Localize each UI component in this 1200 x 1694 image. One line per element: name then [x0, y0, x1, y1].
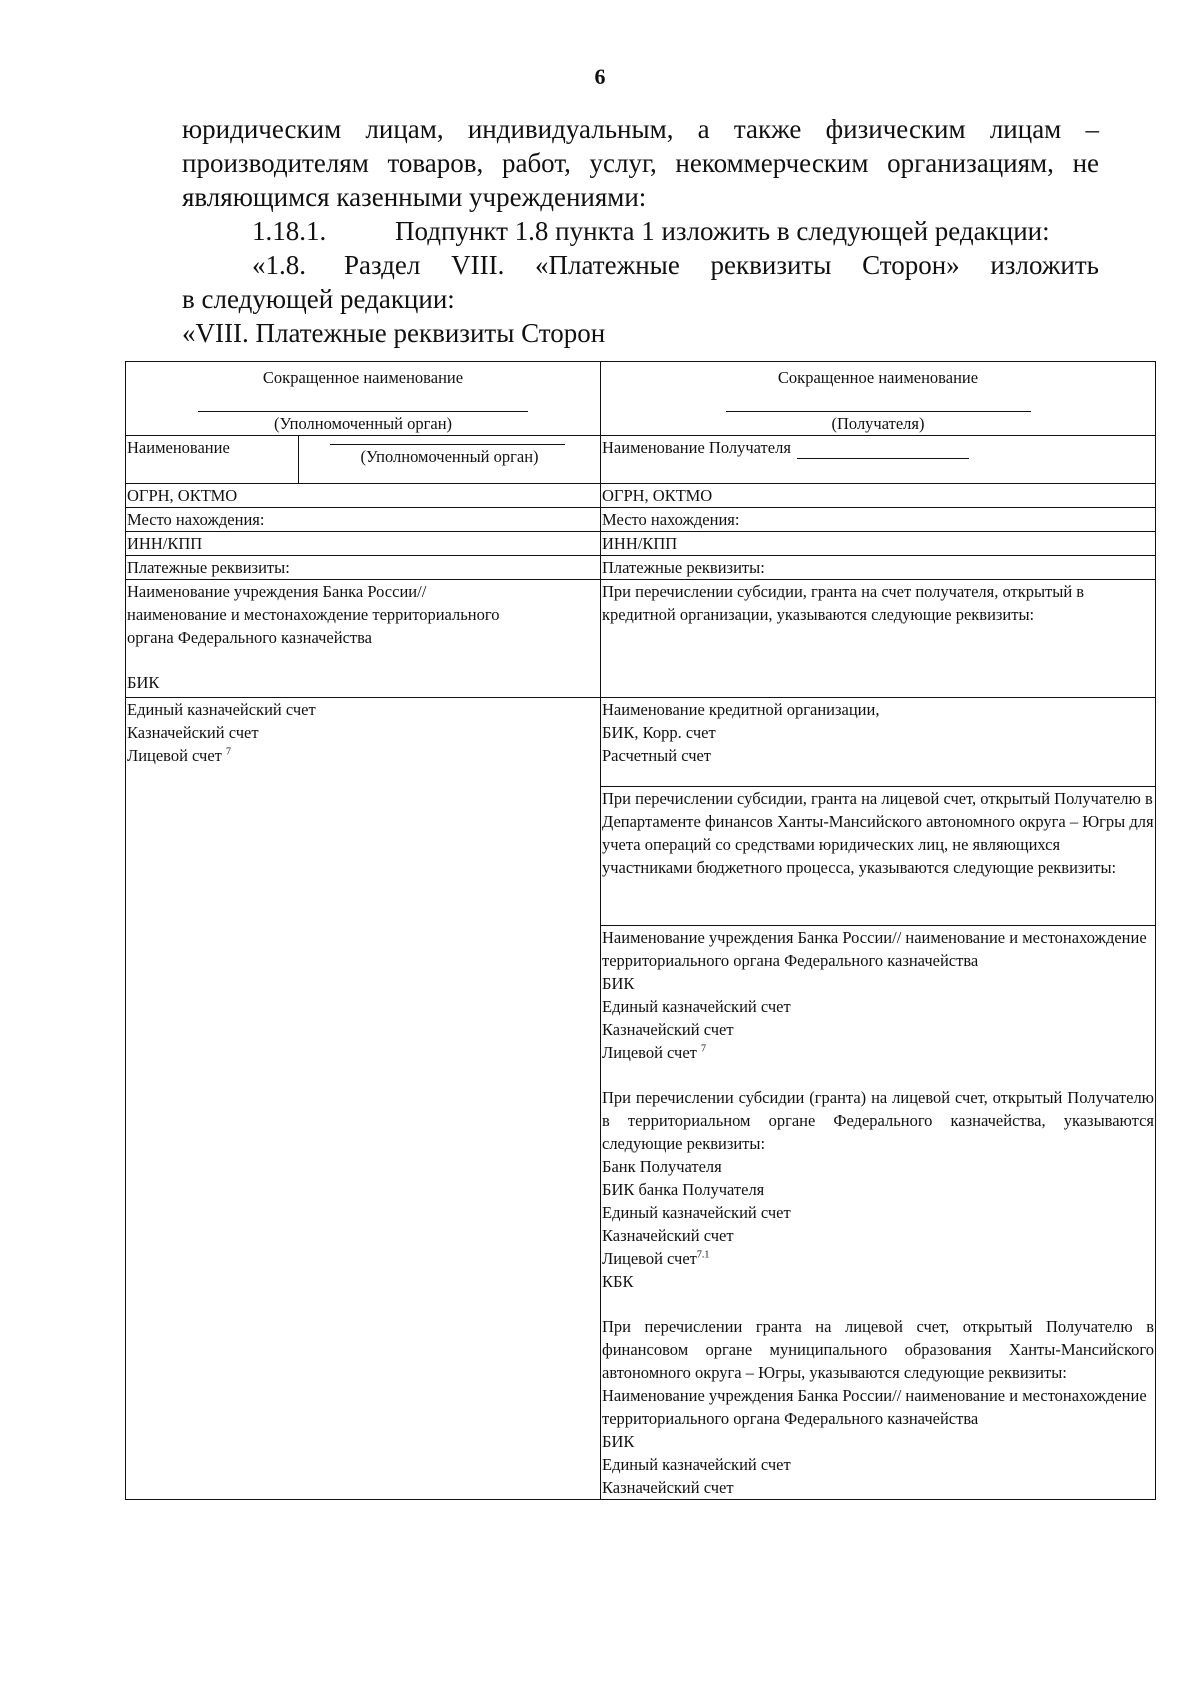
paragraph-continuation: в следующей редакции:	[182, 284, 455, 314]
left-name-label: Наименование	[127, 438, 230, 457]
left-payment: Платежные реквизиты:	[127, 558, 290, 577]
left-accounts-cell	[126, 698, 601, 1500]
right-header-cell	[601, 362, 1156, 436]
right-inn-cell	[601, 532, 1156, 556]
right-credit-line-2: БИК, Корр. счет	[602, 723, 716, 742]
right-block3-bik: БИК	[602, 974, 635, 993]
right-header-subtitle: (Получателя)	[831, 414, 925, 433]
right-inn: ИНН/КПП	[602, 534, 678, 553]
right-block-3	[601, 926, 1155, 1499]
right-location: Место нахождения:	[602, 510, 740, 529]
right-credit-lines	[601, 698, 1155, 787]
left-bank-line-3: органа Федерального казначейства	[127, 628, 373, 647]
right-header-title: Сокращенное наименование	[777, 368, 979, 387]
paragraph-text: Подпункт 1.8 пункта 1 изложить в следующей редакции:	[395, 216, 1050, 246]
left-name-subtitle: (Уполномоченный орган)	[360, 447, 539, 466]
right-block5-treasury: Казначейский счет	[602, 1478, 734, 1497]
right-block4-ets: Единый казначейский счет	[602, 1203, 791, 1222]
intro-line-2: производителям товаров, работ, услуг, некоммерческим организациям, не	[182, 148, 1099, 178]
right-block4-bank: Банк Получателя	[602, 1157, 722, 1176]
right-block3-bank: Наименование учреждения Банка России// наименование и местонахождение территориального органа Федерального казначейства	[602, 928, 1147, 970]
right-name-cell	[601, 436, 1156, 484]
payment-details-table	[125, 361, 1156, 1500]
intro-line-3: являющимся казенными учреждениями:	[182, 182, 647, 212]
right-ogrn-cell	[601, 484, 1156, 508]
left-header-cell	[126, 362, 601, 436]
left-payment-cell	[126, 556, 601, 580]
right-block5-bik: БИК	[602, 1432, 635, 1451]
right-block3-personal: Лицевой счет $^7$	[602, 1043, 707, 1062]
right-block4-intro: При перечислении субсидии (гранта) на лицевой счет, открытый Получателю в территориальном органе Федерального казначейства, указываются следующие реквизиты:	[602, 1088, 1154, 1153]
intro-line-1: юридическим лицам, индивидуальным, а также физическим лицам –	[182, 114, 1099, 144]
right-ogrn: ОГРН, ОКТМО	[602, 486, 713, 505]
left-account-treasury: Казначейский счет	[127, 723, 259, 742]
right-block4-bik: БИК банка Получателя	[602, 1180, 765, 1199]
right-name-label: Наименование Получателя	[602, 438, 791, 457]
right-details-cell	[601, 698, 1156, 1500]
right-block4-kbk: КБК	[602, 1272, 634, 1291]
paragraph-text: Раздел VIII. «Платежные реквизиты Сторон» изложить	[344, 250, 1099, 280]
footnote-7-1: 7.1	[696, 1249, 710, 1261]
left-ogrn-cell	[126, 484, 601, 508]
right-block3-treasury: Казначейский счет	[602, 1020, 734, 1039]
right-credit-org-cell	[601, 580, 1156, 698]
left-bank-line-1: Наименование учреждения Банка России//	[127, 582, 427, 601]
right-credit-line-1: Наименование кредитной организации,	[602, 700, 880, 719]
right-credit-org-text: При перечислении субсидии, гранта на счет получателя, открытый в кредитной организации, указываются следующие реквизиты:	[602, 582, 1085, 624]
paragraph-number: 1.18.1.	[252, 216, 327, 246]
right-dep-fin-block	[601, 787, 1155, 926]
paragraph-number: «1.8.	[252, 250, 306, 280]
left-account-ets: Единый казначейский счет	[127, 700, 316, 719]
right-name-blank	[797, 458, 969, 459]
left-bank-line-2: наименование и местонахождение территориального	[127, 605, 500, 624]
left-header-subtitle: (Уполномоченный орган)	[273, 414, 453, 433]
page-number: 6	[594, 64, 606, 89]
right-payment: Платежные реквизиты:	[602, 558, 765, 577]
right-block4-treasury: Казначейский счет	[602, 1226, 734, 1245]
paragraph-1-8	[182, 248, 1099, 282]
right-payment-cell	[601, 556, 1156, 580]
left-name-label-cell	[126, 436, 299, 484]
left-inn-cell	[126, 532, 601, 556]
left-bik: БИК	[127, 673, 160, 692]
footnote-7: 7	[226, 746, 232, 758]
left-location: Место нахождения:	[127, 510, 265, 529]
intro-text	[182, 112, 1099, 350]
left-name-value-cell	[299, 436, 601, 484]
left-account-personal: Лицевой счет $^7$	[127, 746, 232, 765]
footnote-7: 7	[701, 1043, 707, 1055]
right-credit-line-3: Расчетный счет	[602, 746, 712, 765]
right-block3-ets: Единый казначейский счет	[602, 997, 791, 1016]
right-block4-personal: Лицевой счет$^{7.1}$	[602, 1249, 710, 1268]
right-location-cell	[601, 508, 1156, 532]
left-bank-cell	[126, 580, 601, 698]
right-block5-ets: Единый казначейский счет	[602, 1455, 791, 1474]
left-header-title: Сокращенное наименование	[262, 368, 464, 387]
left-location-cell	[126, 508, 601, 532]
section-title: «VIII. Платежные реквизиты Сторон	[182, 318, 606, 348]
right-dep-fin-text: При перечислении субсидии, гранта на лицевой счет, открытый Получателю в Департаменте финансов Ханты-Мансийского автономного округа – Югры для учета операций со средствами юридических лиц, не являющихся участниками бюджетного процесса, указываются следующие реквизиты:	[602, 789, 1154, 877]
left-inn: ИНН/КПП	[127, 534, 203, 553]
right-block5-intro: При перечислении гранта на лицевой счет, открытый Получателю в финансовом органе муниципального образования Ханты-Мансийского автономного округа – Югры, указываются следующие реквизиты:	[602, 1317, 1154, 1382]
left-ogrn: ОГРН, ОКТМО	[127, 486, 238, 505]
paragraph-1-18-1	[182, 214, 1099, 248]
right-block5-bank: Наименование учреждения Банка России// наименование и местонахождение территориального органа Федерального казначейства	[602, 1386, 1147, 1428]
